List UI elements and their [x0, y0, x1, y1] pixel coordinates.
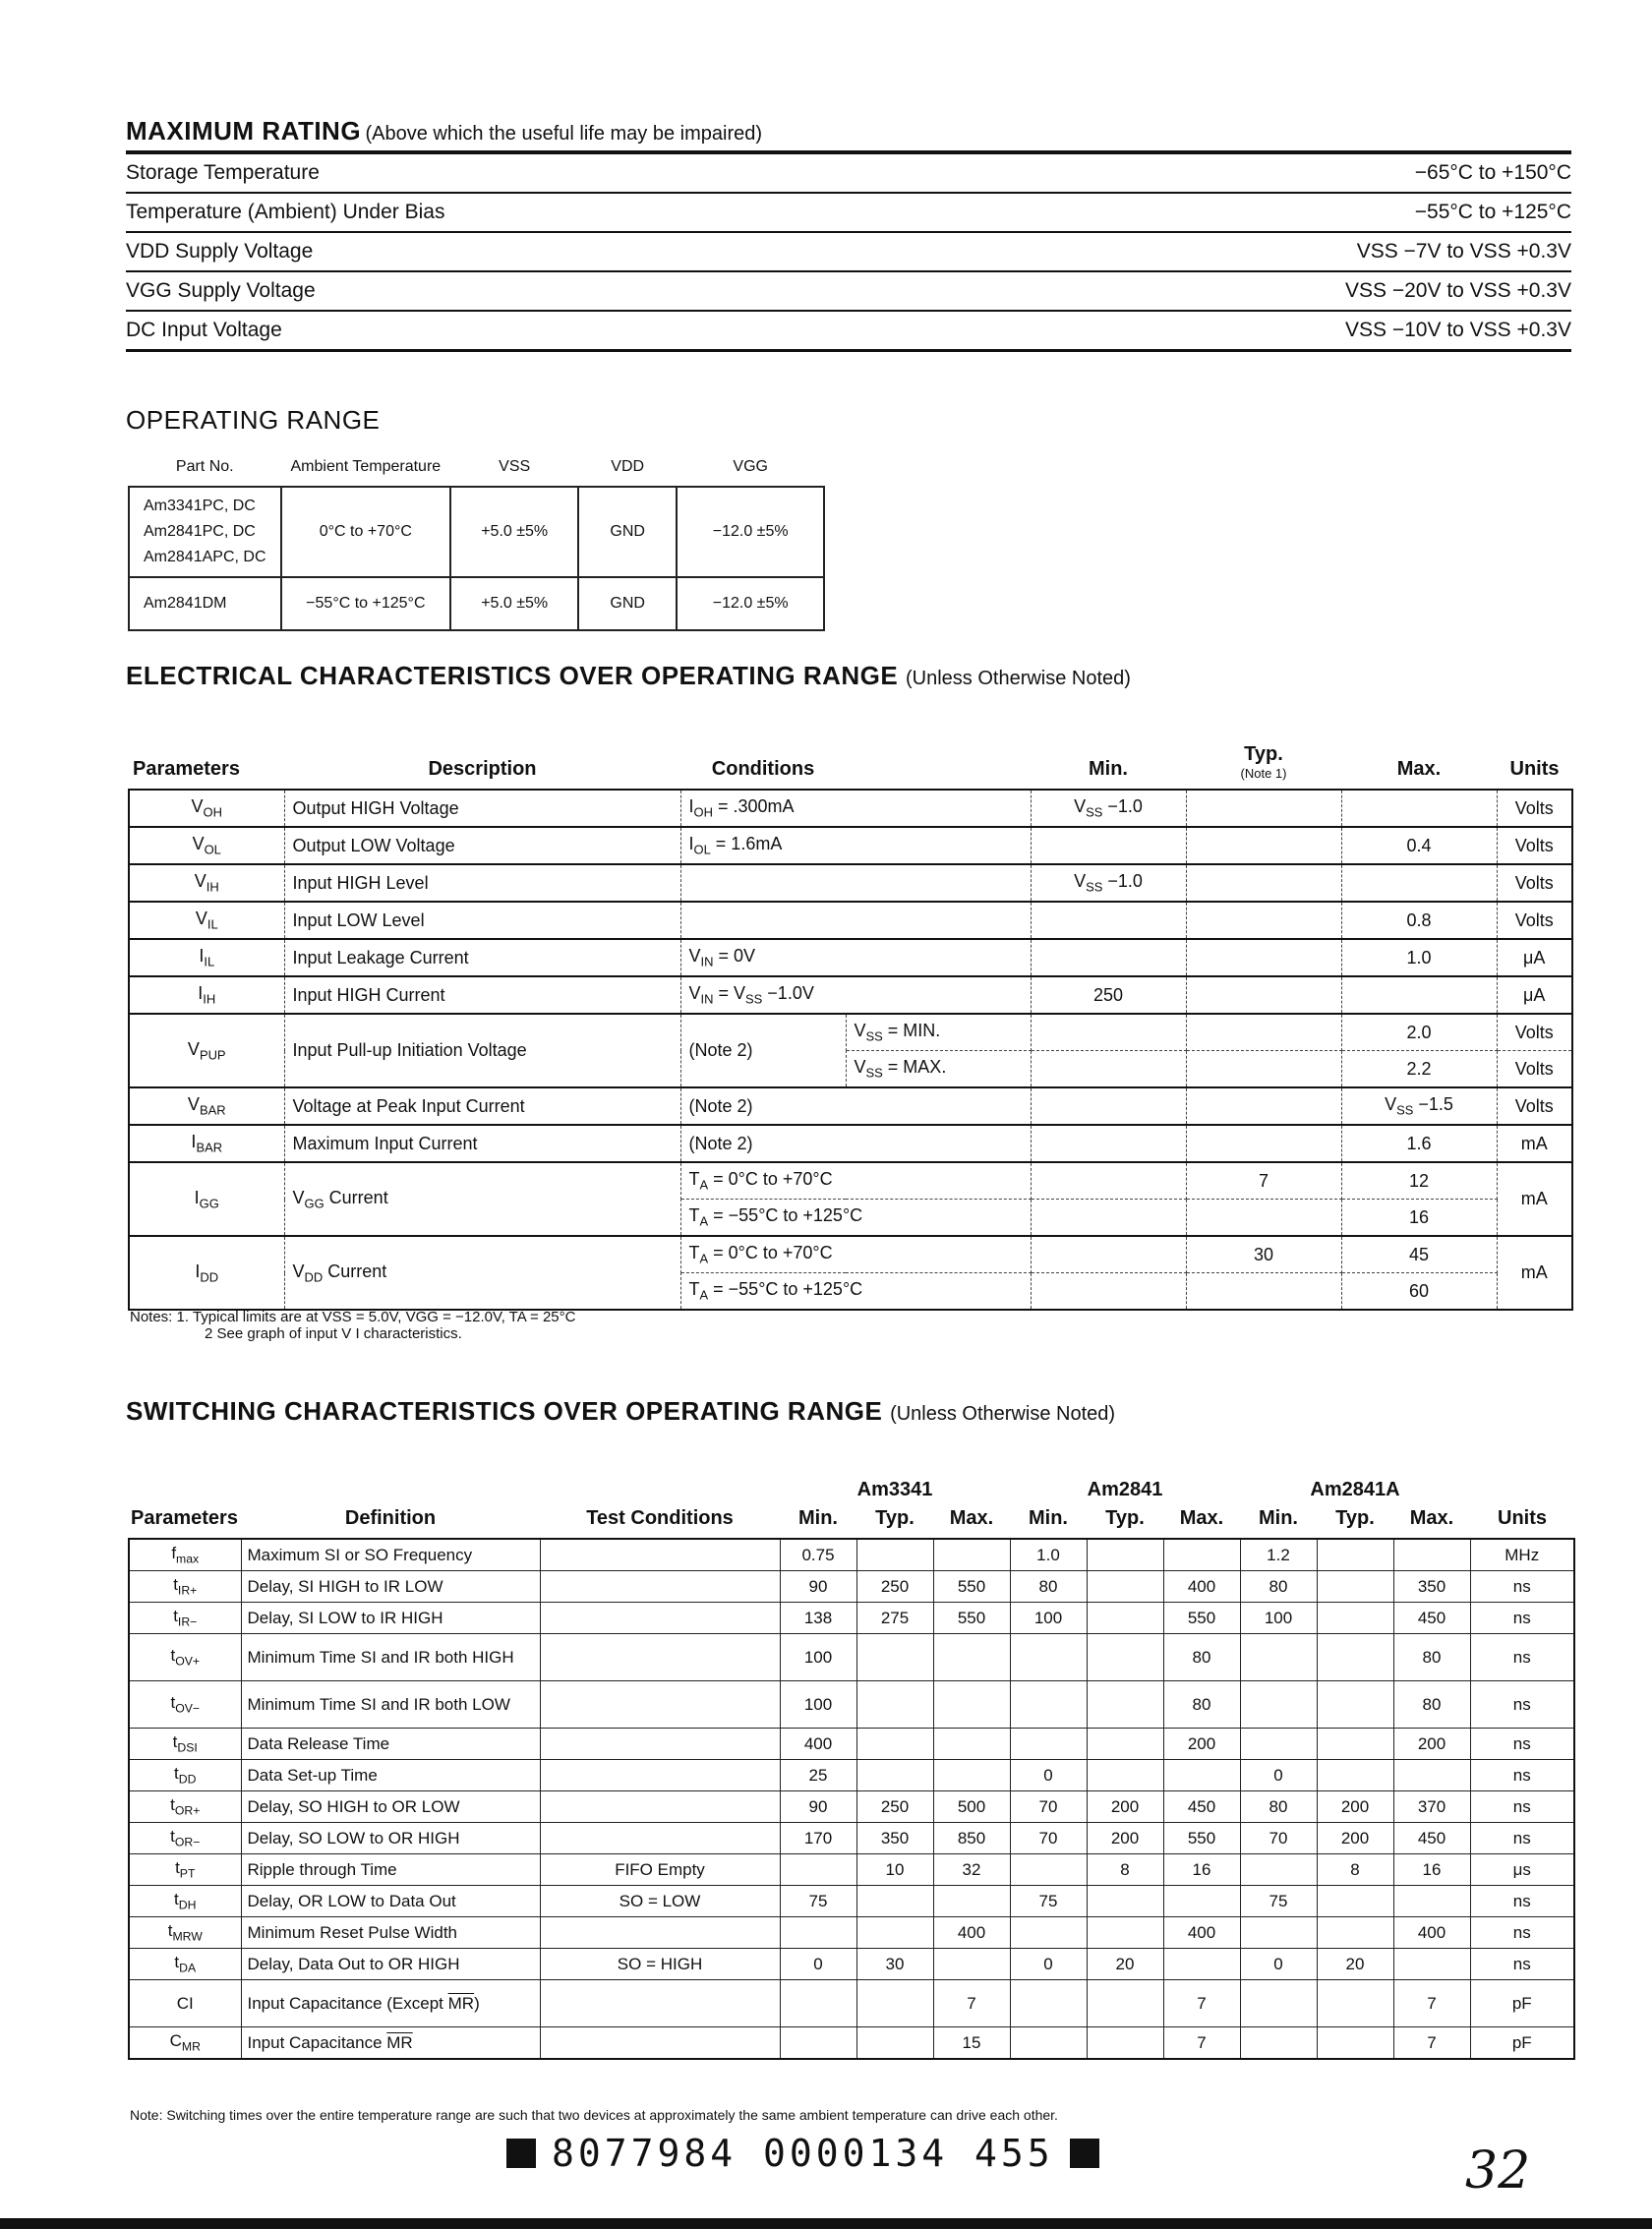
device-header: Am3341 — [856, 1479, 933, 1500]
cond-cell: (Note 2) — [680, 1014, 846, 1087]
max-rating-row: VDD Supply Voltage VSS −7V to VSS +0.3V — [126, 231, 1571, 270]
col-header: VDD — [611, 458, 645, 475]
table-row: $V_{PUP}$ Input Pull-up Initiation Voltage (Note 2) $V_{SS}$ = MIN. 2.0 Volts — [129, 1014, 1572, 1051]
table-row: $V_{IH}$ Input HIGH Level $V_{SS} -1.0$ Volts — [129, 864, 1572, 902]
table-row: CI Input Capacitance (Except $\overline{MR}$) 7 7 7 pF — [129, 1980, 1574, 2027]
device-header: Am2841A — [1310, 1479, 1400, 1500]
page-number: 32 — [1465, 2141, 1531, 2200]
max-rating-row: VGG Supply Voltage VSS −20V to VSS +0.3V — [126, 270, 1571, 310]
table-row: $V_{SS}$ = MAX. 2.2 Volts — [129, 1051, 1572, 1088]
switching-characteristics-table: Am3341 Am2841 Am2841A Parameters Definition Test Conditions Min. Typ. Max. Min. Typ. Max. Min. Typ. Max. Units $f_{max}$ Maximum SI or SO Frequency 0.75 1.0 1.2 MHz $t_{IR+}$ Delay, SI HIGH to IR LOW 90 250 550 80 400 80 350 ns $t_{IR-}$ Delay, SI LOW to IR HIGH 138 275 550 100 550 100 450 ns $t_{OV+}$ Minimum Time SI and IR both HIGH 100 80 80 ns $t_{OV-}$ Minimum Time SI and IR both LOW 100 80 80 ns $t_{DSI}$ Data Release Time 400 200 200 ns $t_{DD}$ Data Set-up Time 25 0 0 ns $t_{OR+}$ Delay, SO HIGH to OR LOW 90 250 500 70 200 450 80 200 370 ns $t_{OR-}$ Delay, SO LOW to OR HIGH 170 350 850 70 200 550 70 200 450 ns $t_{PT}$ Ripple through Time FIFO Empty 10 32 8 16 8 16 μs $t_{DH}$ Delay, OR LOW to Data Out SO = LOW 75 75 75 ns $t_{MRW}$ Minimum Reset Pulse Width 400 400 400 ns $t_{DA}$ Delay, Data Out to OR HIGH SO = HIGH 0 30 0 20 0 20 ns CI Input Capacitance (Except $\overline{MR}$) 7 7 7 pF $C_{MR}$ Input Capacitance $\overline{MR}$ 15 7 7 pF — [128, 1475, 1575, 2060]
switching-note: Note: Switching times over the entire temperature range are such that two devices at approximately the same ambient temperature can drive each other. — [130, 2107, 1058, 2123]
maximum-rating-title: MAXIMUM RATING (Above which the useful life may be impaired) — [126, 116, 1571, 152]
operating-range-title: OPERATING RANGE — [126, 405, 381, 435]
switching-title: SWITCHING CHARACTERISTICS OVER OPERATING RANGE (Unless Otherwise Noted) — [126, 1396, 1116, 1426]
table-row: $t_{DA}$ Delay, Data Out to OR HIGH SO = HIGH 0 30 0 20 0 20 ns — [129, 1949, 1574, 1980]
table-row: Am3341PC, DC Am2841PC, DC Am2841APC, DC 0°C to +70°C +5.0 ±5% GND −12.0 ±5% — [129, 487, 824, 577]
barcode-block-icon — [506, 2139, 536, 2168]
table-row: $V_{OH}$ Output HIGH Voltage $I_{OH} = .300mA$ $V_{SS} -1.0$ Volts — [129, 790, 1572, 827]
electrical-notes: Notes: 1. Typical limits are at VSS = 5.0V, VGG = −12.0V, TA = 25°C 2 See graph of input V I characteristics. — [130, 1309, 576, 1342]
table-row: $t_{DSI}$ Data Release Time 400 200 200 ns — [129, 1729, 1574, 1760]
table-row: $t_{OV+}$ Minimum Time SI and IR both HIGH 100 80 80 ns — [129, 1634, 1574, 1681]
table-row: $V_{IL}$ Input LOW Level 0.8 Volts — [129, 902, 1572, 939]
electrical-characteristics-table: Parameters Description Conditions Min. Typ. (Note 1) Max. Units $V_{OH}$ Output HIGH Voltage $I_{OH} = .300mA$ $V_{SS} -1.0$ Volts $V_{OL}$ Output LOW Voltage $I_{OL} = 1.6mA$ 0.4 Volts $V_{IH}$ Input HIGH Level $V_{SS} -1.0$ Volts $V_{IL}$ Input LOW Level 0.8 Volts $I_{IL}$ Input Leakage Current $V_{IN} = 0V$ 1.0 μA $I_{IH}$ Input HIGH Current $V_{IN} = V_{SS} -1.0V$ 250 μA $V_{PUP}$ Input Pull-up Initiation Voltage (Note 2) $V_{SS}$ = MIN. 2.0 Volts $V_{SS}$ = MAX. 2.2 Volts $V_{BAR}$ Voltage at Peak Input Current (Note 2) $V_{SS} -1.5$ Volts $I_{BAR}$ Maximum Input Current (Note 2) 1.6 mA $I_{GG}$ $V_{GG}$ Current $T_A = 0^\circ C$ to +70°C 7 12 mA $T_A = -55^\circ C$ to +125°C 16 $I_{DD}$ $V_{DD}$ Current $T_A = 0^\circ C$ to +70°C 30 45 mA $T_A = -55^\circ C$ to +125°C 60 — [128, 739, 1573, 1311]
table-row: $t_{DH}$ Delay, OR LOW to Data Out SO = LOW 75 75 75 ns — [129, 1886, 1574, 1917]
table-row: $I_{BAR}$ Maximum Input Current (Note 2) 1.6 mA — [129, 1125, 1572, 1162]
max-rating-row: DC Input Voltage VSS −10V to VSS +0.3V — [126, 310, 1571, 352]
maximum-rating-section — [126, 116, 1571, 352]
table-row: $f_{max}$ Maximum SI or SO Frequency 0.75 1.0 1.2 MHz — [129, 1539, 1574, 1571]
table-row: $I_{DD}$ $V_{DD}$ Current $T_A = 0^\circ C$ to +70°C 30 45 mA — [129, 1236, 1572, 1273]
max-rating-row: Storage Temperature −65°C to +150°C — [126, 152, 1571, 192]
table-row: $I_{IL}$ Input Leakage Current $V_{IN} = 0V$ 1.0 μA — [129, 939, 1572, 976]
col-header: Ambient Temperature — [290, 458, 442, 475]
table-row: $t_{OR+}$ Delay, SO HIGH to OR LOW 90 250 500 70 200 450 80 200 370 ns — [129, 1791, 1574, 1823]
table-row: $t_{IR-}$ Delay, SI LOW to IR HIGH 138 275 550 100 550 100 450 ns — [129, 1603, 1574, 1634]
col-header: VGG — [733, 458, 768, 475]
bottom-border — [0, 2218, 1652, 2229]
table-row: $t_{IR+}$ Delay, SI HIGH to IR LOW 90 250 550 80 400 80 350 ns — [129, 1571, 1574, 1603]
param-cell: $V_{PUP}$ — [129, 1014, 284, 1087]
table-row: $T_A = -55^\circ C$ to +125°C 60 — [129, 1273, 1572, 1311]
col-header: VSS — [499, 458, 531, 475]
table-row: Am2841DM −55°C to +125°C +5.0 ±5% GND −12.0 ±5% — [129, 577, 824, 630]
table-row: $I_{GG}$ $V_{GG}$ Current $T_A = 0^\circ C$ to +70°C 7 12 mA — [129, 1162, 1572, 1200]
col-header: Part No. — [175, 458, 234, 475]
device-header: Am2841 — [1087, 1479, 1163, 1500]
table-row: $t_{DD}$ Data Set-up Time 25 0 0 ns — [129, 1760, 1574, 1791]
max-rating-row: Temperature (Ambient) Under Bias −55°C to +125°C — [126, 192, 1571, 231]
barcode-block-icon — [1070, 2139, 1099, 2168]
operating-range-table — [128, 452, 825, 631]
table-row: $t_{OV-}$ Minimum Time SI and IR both LOW 100 80 80 ns — [129, 1681, 1574, 1729]
barcode: 8077984 0000134 455 — [506, 2132, 1099, 2175]
table-row: $V_{BAR}$ Voltage at Peak Input Current (Note 2) $V_{SS} -1.5$ Volts — [129, 1087, 1572, 1125]
table-row: $t_{MRW}$ Minimum Reset Pulse Width 400 400 400 ns — [129, 1917, 1574, 1949]
electrical-title: ELECTRICAL CHARACTERISTICS OVER OPERATING RANGE (Unless Otherwise Noted) — [126, 661, 1131, 690]
table-row: $I_{IH}$ Input HIGH Current $V_{IN} = V_{SS} -1.0V$ 250 μA — [129, 976, 1572, 1014]
table-row: $C_{MR}$ Input Capacitance $\overline{MR}$ 15 7 7 pF — [129, 2027, 1574, 2060]
table-row: $V_{OL}$ Output LOW Voltage $I_{OL} = 1.6mA$ 0.4 Volts — [129, 827, 1572, 864]
table-row: $t_{OR-}$ Delay, SO LOW to OR HIGH 170 350 850 70 200 550 70 200 450 ns — [129, 1823, 1574, 1854]
table-row: $t_{PT}$ Ripple through Time FIFO Empty 10 32 8 16 8 16 μs — [129, 1854, 1574, 1886]
desc-cell: Input Pull-up Initiation Voltage — [284, 1014, 680, 1087]
table-row: $T_A = -55^\circ C$ to +125°C 16 — [129, 1200, 1572, 1237]
